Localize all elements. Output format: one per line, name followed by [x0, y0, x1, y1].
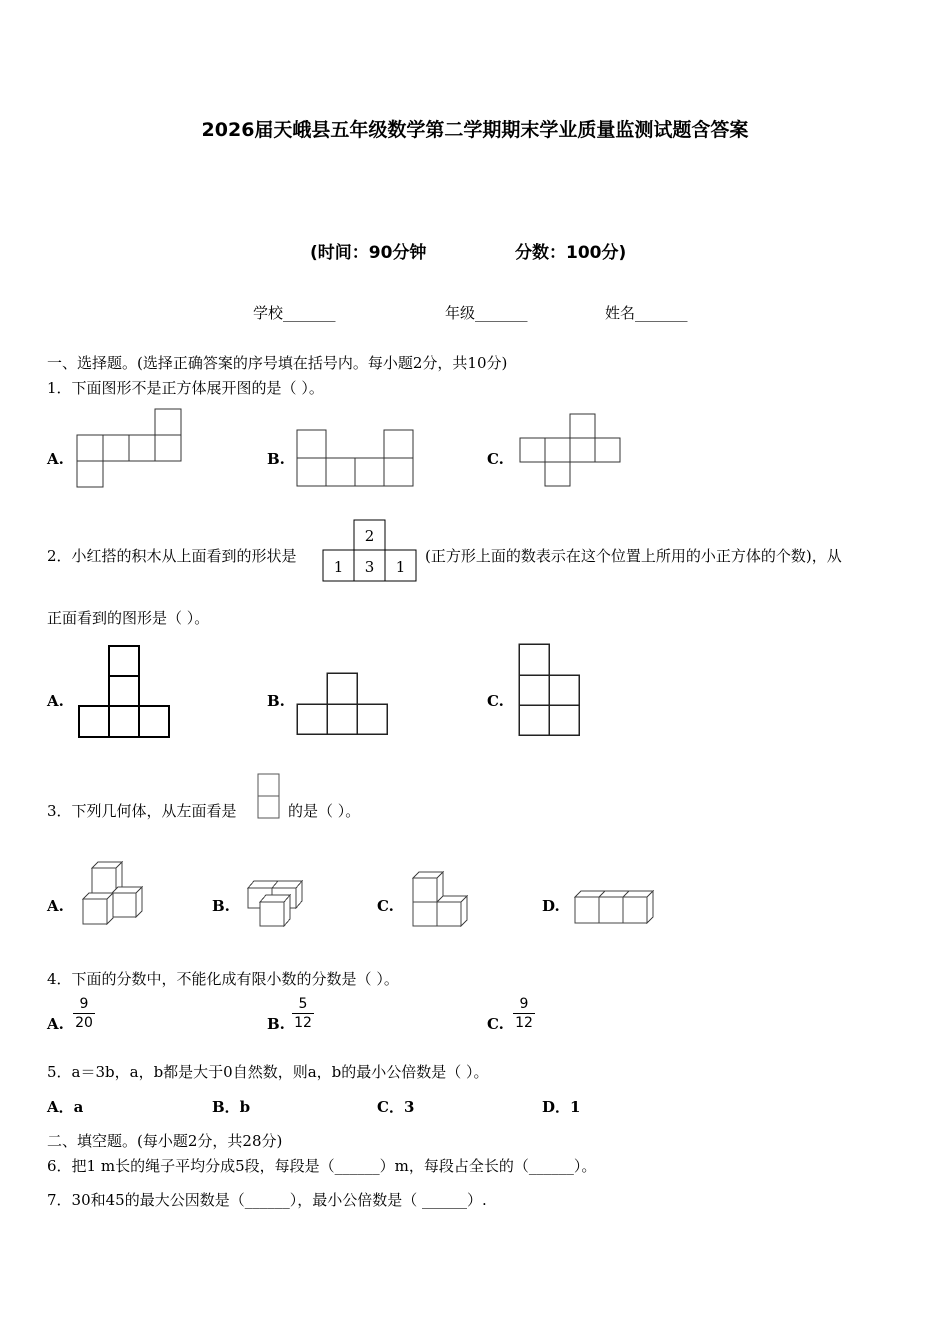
q3-option-d-label: D. [542, 897, 560, 915]
q2-grid-bottom-right-number: 1 [395, 558, 406, 576]
q4-option-c-numerator: 9 [519, 996, 529, 1012]
q1-option-b-label: B. [267, 450, 285, 468]
q4-option-c-label: C. [487, 1015, 504, 1033]
question-3-cont: 的是（ ）。 [288, 802, 361, 820]
section-1-heading: 一、选择题。(选择正确答案的序号填在括号内。每小题2分，共10分) [47, 354, 508, 372]
q3-option-a-solid [80, 860, 148, 928]
q3-left-view-figure [256, 772, 282, 822]
q1-option-c-label: C. [487, 450, 504, 468]
q5-option-c: C．3 [377, 1098, 415, 1116]
question-5: 5．a＝3b，a，b都是大于0自然数，则a，b的最小公倍数是（ ）。 [47, 1063, 489, 1081]
question-2-line2: 正面看到的图形是（ ）。 [47, 609, 210, 627]
q1-option-c-net [519, 412, 621, 488]
q2-option-a-label: A. [47, 692, 64, 710]
q2-option-a-figure [77, 644, 172, 740]
question-3: 3．下列几何体，从左面看是 [47, 802, 237, 820]
grade-field: 年级_______ [445, 304, 528, 322]
section-2-heading: 二、填空题。(每小题2分，共28分) [47, 1132, 283, 1150]
q4-option-c-fraction [513, 996, 535, 1031]
q2-option-c-figure [517, 642, 583, 738]
q4-option-b-denominator: 12 [294, 1015, 312, 1031]
q2-top-view-grid [322, 519, 418, 583]
page-title: 2026届天峨县五年级数学第二学期期末学业质量监测试题含答案 [201, 119, 749, 141]
question-7: 7．30和45的最大公因数是（______），最小公倍数是（ ______）. [47, 1191, 487, 1209]
question-6: 6．把1 m长的绳子平均分成5段，每段是（______）m，每段占全长的（______）。 [47, 1157, 597, 1175]
q2-grid-bottom-middle-number: 3 [364, 558, 375, 576]
q3-option-d-solid [573, 889, 657, 927]
time-limit: (时间：90分钟 [310, 243, 427, 263]
q2-option-b-label: B. [267, 692, 285, 710]
q2-option-c-label: C. [487, 692, 504, 710]
q5-option-d: D．1 [542, 1098, 581, 1116]
question-2-cont: (正方形上面的数表示在这个位置上所用的小正方体的个数)，从 [425, 547, 842, 565]
q5-option-a: A．a [47, 1098, 84, 1116]
q3-option-b-label: B. [212, 897, 230, 915]
q5-option-b: B．b [212, 1098, 251, 1116]
school-field: 学校_______ [253, 304, 336, 322]
name-field: 姓名_______ [605, 304, 688, 322]
q4-option-a-denominator: 20 [75, 1015, 93, 1031]
question-2: 2．小红搭的积木从上面看到的形状是 [47, 547, 297, 565]
q4-option-a-fraction [73, 996, 95, 1031]
q4-option-a-label: A. [47, 1015, 64, 1033]
q1-option-a-net [76, 408, 186, 490]
q4-option-b-label: B. [267, 1015, 285, 1033]
total-score: 分数：100分) [515, 243, 627, 263]
q4-option-a-numerator: 9 [79, 996, 89, 1012]
q4-option-c-denominator: 12 [515, 1015, 533, 1031]
q2-option-b-figure [296, 671, 390, 737]
question-1: 1．下面图形不是正方体展开图的是（ ）。 [47, 379, 324, 397]
question-4: 4．下面的分数中，不能化成有限小数的分数是（ ）。 [47, 970, 399, 988]
q3-option-b-solid [244, 878, 306, 930]
q4-option-b-fraction [292, 996, 314, 1031]
q1-option-a-label: A. [47, 450, 64, 468]
q4-option-b-numerator: 5 [298, 996, 308, 1012]
q2-grid-top-number: 2 [364, 527, 375, 545]
q3-option-c-label: C. [377, 897, 394, 915]
q3-option-c-solid [410, 870, 472, 930]
q3-option-a-label: A. [47, 897, 64, 915]
q2-grid-bottom-left-number: 1 [333, 558, 344, 576]
q1-option-b-net [296, 429, 418, 489]
